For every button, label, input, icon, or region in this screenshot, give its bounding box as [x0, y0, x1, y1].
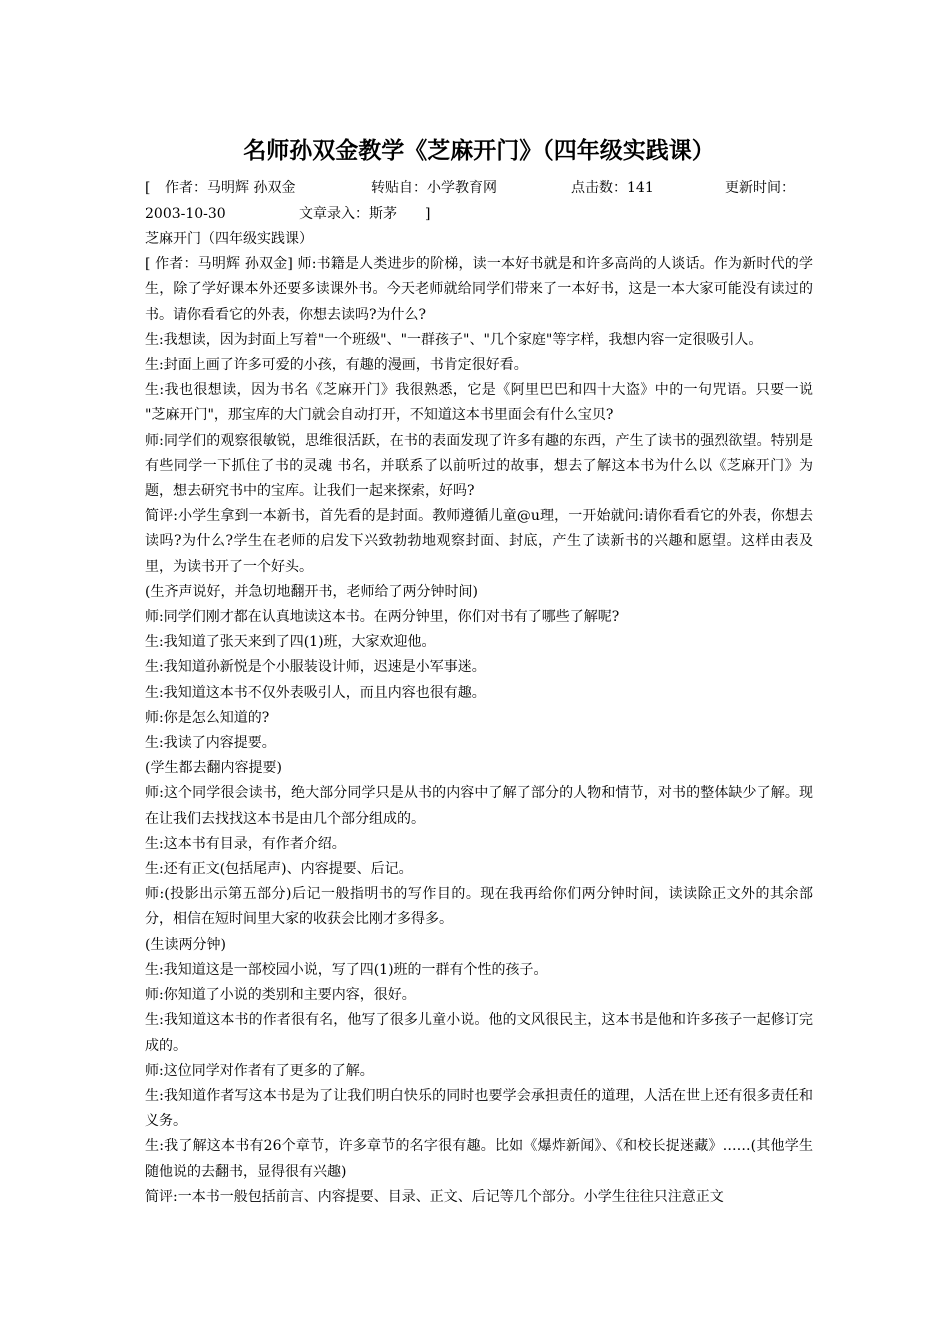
meta-open-bracket: [: [145, 180, 151, 196]
paragraph: 生:还有正文(包括尾声)、内容提要、后记。: [145, 861, 413, 878]
paragraph: (生齐声说好，并急切地翻开书，老师给了两分钟时间): [145, 583, 478, 600]
page-title: 名师孙双金教学《芝麻开门》（四年级实践课）: [243, 138, 715, 164]
paragraph: 师:这位同学对作者有了更多的了解。: [145, 1062, 374, 1079]
paragraph: 简评:一本书一般包括前言、内容提要、目录、正文、后记等几个部分。小学生往往只注意正文: [145, 1188, 724, 1205]
paragraph: 芝麻开门（四年级实践课）: [145, 231, 313, 247]
paragraph: 生:我知道这本书不仅外表吸引人，而且内容也很有趣。: [145, 684, 486, 701]
paragraph: 生:我想读，因为封面上写着"一个班级"、"一群孩子"、"几个家庭"等字样，我想内容一定很吸引人。: [145, 331, 763, 348]
document-page: [145, 131, 813, 1210]
meta-source: 转贴自：小学教育网: [371, 180, 497, 196]
paragraph: 生:我知道这是一部校园小说，写了四(1)班的一群有个性的孩子。: [145, 961, 548, 978]
paragraph: 生:我知道了张天来到了四(1)班，大家欢迎他。: [145, 634, 436, 651]
paragraph: 师:同学们的观察很敏锐，思维很活跃，在书的表面发现了许多有趣的东西，产生了读书的强烈欲望。特别是有些同学一下抓住了书的灵魂 书名，并联系了以前听过的故事，想去了解这本书为什么以《芝麻开门》为题，想去研究书中的宝库。让我们一起来探索，好吗?: [145, 432, 813, 500]
article-meta-line-1: [145, 175, 813, 201]
meta-editor: 文章录入：斯茅: [299, 206, 397, 222]
article-body: [145, 227, 813, 1210]
meta-update-label: 更新时间：: [725, 180, 795, 196]
meta-clicks: 点击数：141: [571, 180, 654, 196]
paragraph: 生:封面上画了许多可爱的小孩，有趣的漫画，书肯定很好看。: [145, 357, 528, 374]
paragraph: 生:我知道这本书的作者很有名，他写了很多儿童小说。他的文风很民主，这本书是他和许多孩子一起修订完成的。: [145, 1012, 813, 1054]
paragraph: [ 作者：马明辉 孙双金] 师:书籍是人类进步的阶梯，读一本好书就是和许多高尚的人谈话。作为新时代的学生，除了学好课本外还要多读课外书。今天老师就给同学们带来了一本好书，这是一本大家可能没有读过的书。请你看看它的外表，你想去读吗?为什么?: [145, 256, 813, 323]
paragraph: 生:我读了内容提要。: [145, 735, 276, 752]
paragraph: 师:(投影出示第五部分)后记一般指明书的写作目的。现在我再给你们两分钟时间，读读除正文外的其余部分，相信在短时间里大家的收获会比刚才多得多。: [145, 886, 813, 928]
paragraph: 生:我也很想读，因为书名《芝麻开门》我很熟悉，它是《阿里巴巴和四十大盗》中的一句咒语。只要一说 "芝麻开门"，那宝库的大门就会自动打开，不知道这本书里面会有什么宝贝?: [145, 382, 813, 424]
paragraph: 师:你知道了小说的类别和主要内容，很好。: [145, 987, 416, 1004]
paragraph: 师:你是怎么知道的?: [145, 709, 270, 726]
paragraph: 生:我知道作者写这本书是为了让我们明白快乐的同时也要学会承担责任的道理，人活在世上还有很多责任和义务。: [145, 1087, 813, 1130]
paragraph: 生:我了解这本书有26个章节，许多章节的名字很有趣。比如《爆炸新闻》、《和校长捉迷藏》……(其他学生随他说的去翻书，显得很有兴趣): [145, 1138, 813, 1180]
paragraph: 师:同学们刚才都在认真地读这本书。在两分钟里，你们对书有了哪些了解呢?: [145, 609, 620, 626]
article-meta-line-2: [145, 201, 813, 227]
meta-close-bracket: ]: [425, 206, 431, 222]
paragraph: 简评:小学生拿到一本新书，首先看的是封面。教师遵循儿童@u理，一开始就问:请你看看它的外表，你想去读吗?为什么?学生在老师的启发下兴致勃勃地观察封面、封底，产生了读新书的兴趣和愿望。这样由表及里，为读书开了一个好头。: [145, 508, 813, 575]
paragraph: 师:这个同学很会读书，绝大部分同学只是从书的内容中了解了部分的人物和情节，对书的整体缺少了解。现在让我们去找找这本书是由几个部分组成的。: [145, 785, 813, 827]
paragraph: 生:我知道孙新悦是个小服装设计师，迟速是小军事迷。: [145, 659, 486, 676]
paragraph: 生:这本书有目录，有作者介绍。: [145, 835, 346, 852]
paragraph: (生读两分钟): [145, 936, 226, 953]
meta-author: 作者：马明辉 孙双金: [165, 180, 296, 196]
paragraph: (学生都去翻内容提要): [145, 760, 282, 777]
meta-date: 2003-10-30: [145, 206, 226, 222]
